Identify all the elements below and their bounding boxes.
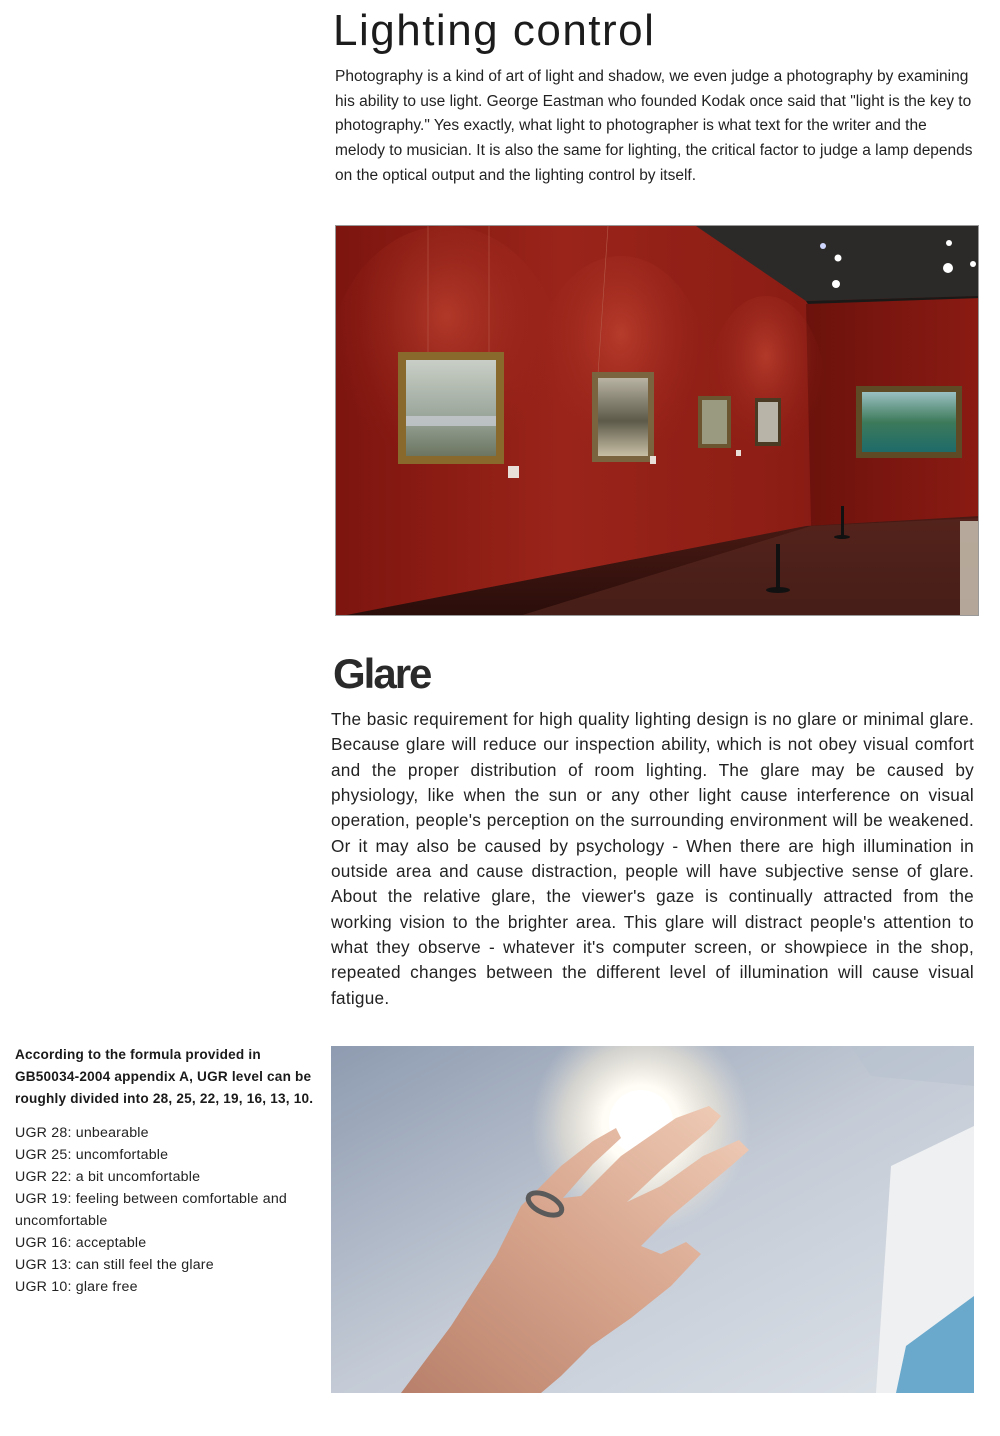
intro-paragraph: Photography is a kind of art of light and shadow, we even judge a photography by examining his ability to use light. George Eastman who founded Kodak once said that "light is the key to photography." Yes exactly, what light to photographer is what text for the writer and the melody to musician. It is also the same for lighting, the critical factor to judge a lamp depends on the optical output and the lighting control by itself. <box>335 68 973 184</box>
ugr-item: UGR 28: unbearable <box>15 1125 149 1141</box>
hand-illustration <box>331 1046 974 1393</box>
ugr-item: UGR 19: feeling between comfortable and uncomfortable <box>15 1191 288 1229</box>
ugr-item: UGR 10: glare free <box>15 1279 138 1295</box>
ugr-sidebar <box>15 1044 325 1298</box>
ugr-item: UGR 22: a bit uncomfortable <box>15 1169 201 1185</box>
hand-glare-photo <box>331 1046 974 1393</box>
ugr-item: UGR 13: can still feel the glare <box>15 1257 214 1273</box>
ugr-item: UGR 16: acceptable <box>15 1235 147 1251</box>
glare-paragraph: The basic requirement for high quality lighting design is no glare or minimal glare. Because glare will reduce our inspection ability, which is not obey visual comfort and the proper distribution of room lighting. The glare may be caused by physiology, like when the sun or any other light cause interference on visual operation, people's perception on the surrounding environment will be weakened. Or it may also be caused by psychology - When there are high illumination in outside area and cause distraction, people will have subjective sense of glare. About the relative glare, the viewer's gaze is continually attracted from the working vision to the brighter area. This glare will distract people's attention to what they observe - whatever it's computer screen, or showpiece in the shop, repeated changes between the different level of illumination will cause visual fatigue. <box>331 709 974 1008</box>
page-title: Lighting control <box>333 6 656 55</box>
ugr-item: UGR 25: uncomfortable <box>15 1147 169 1163</box>
glare-title: Glare <box>333 650 431 697</box>
ugr-list <box>15 1122 325 1298</box>
gallery-photo <box>335 225 979 616</box>
ugr-lead: According to the formula provided in GB50034-2004 appendix A, UGR level can be roughly divided into 28, 25, 22, 19, 16, 13, 10. <box>15 1047 314 1106</box>
gallery-illustration <box>336 226 979 616</box>
